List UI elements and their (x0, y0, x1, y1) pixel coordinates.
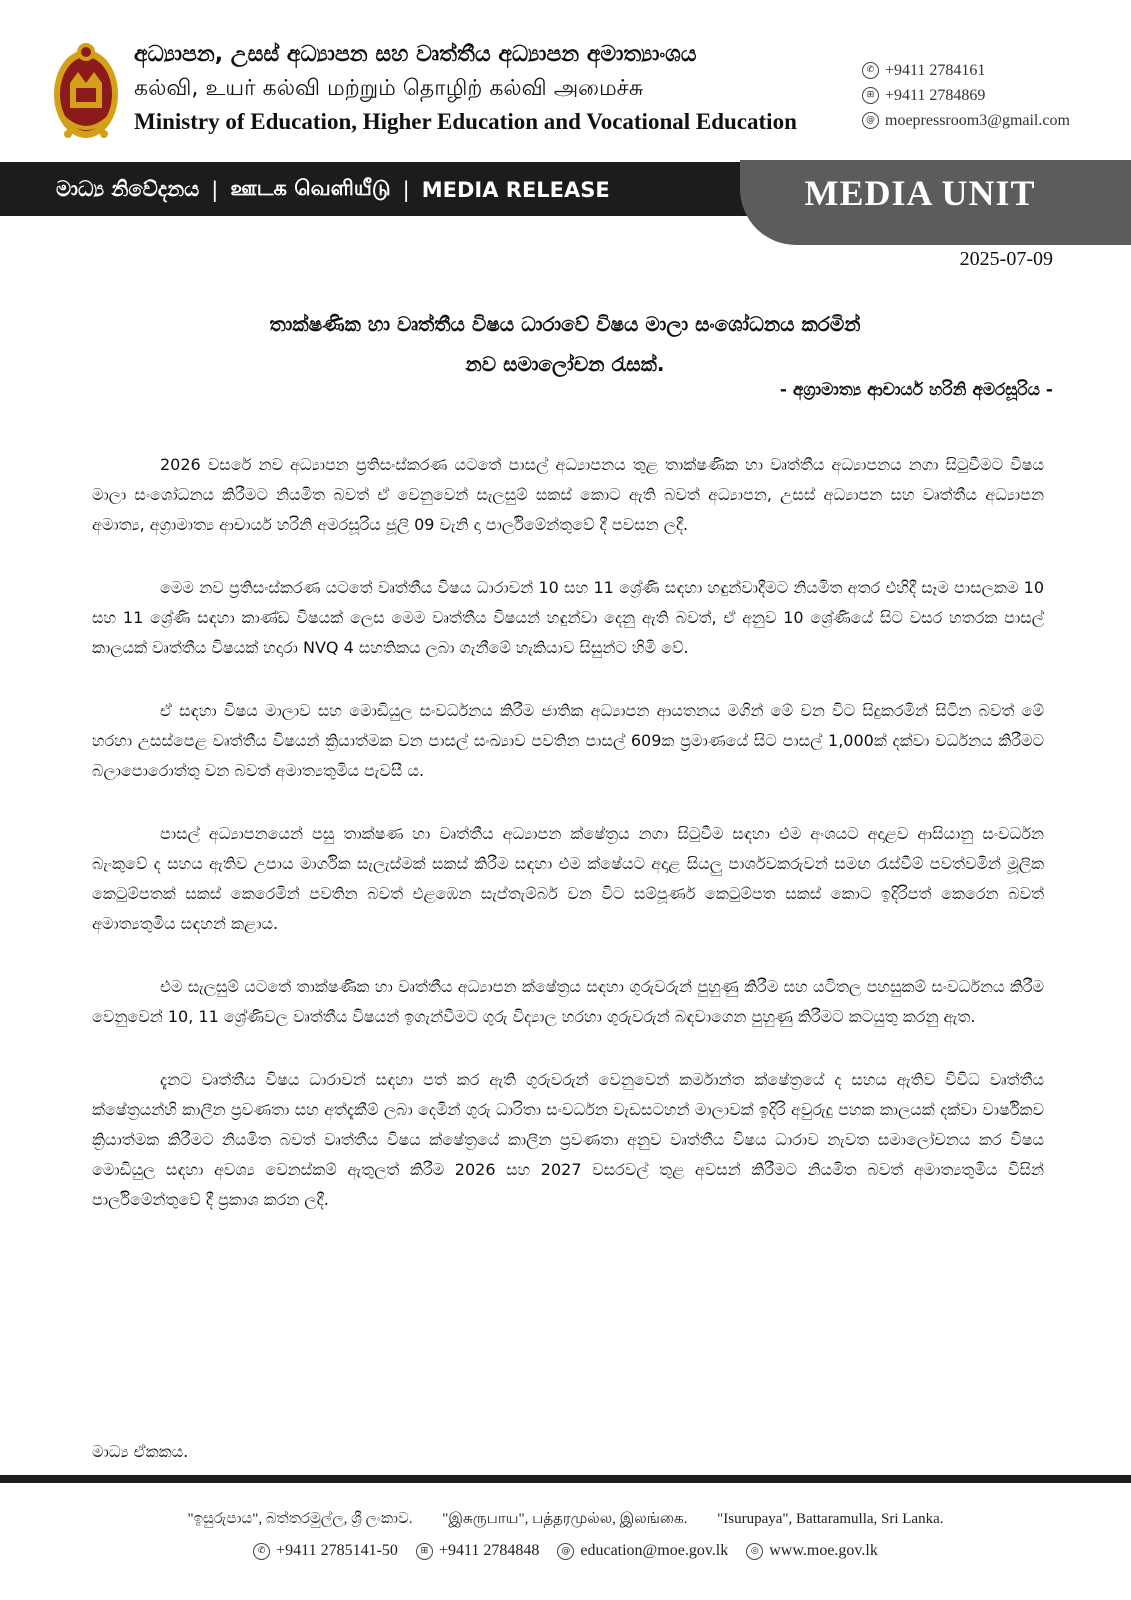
media-unit-label: MEDIA UNIT (804, 173, 1036, 213)
signoff: මාධ්‍ය ඒකකය. (92, 1442, 189, 1461)
release-title-line2: නව සමාලෝචන රැසක්. (465, 352, 665, 376)
footer-website[interactable] (746, 1542, 878, 1560)
email-icon: @ (557, 1543, 574, 1560)
fax-icon: ⊞ (416, 1543, 433, 1560)
media-release-english: MEDIA RELEASE (421, 177, 610, 202)
header-email (862, 108, 1117, 133)
footer-address-tamil: "இசுருபாய", பத்தரமுல்ல, இலங்கை. (442, 1511, 688, 1527)
release-body (92, 450, 1044, 1248)
footer-fax (416, 1542, 539, 1560)
body-paragraph: එම සැලසුම් යටතේ තාක්ෂණික හා වෘත්තීය අධ්‍යාපන ක්ෂේත්‍රය සඳහා ගුරුවරුන් පුහුණු කිරීම සහ යටිතල පහසුකම් සංවර්ධනය කිරීම වෙනුවෙන් 10, 11 ශ්‍රේණිවල වෘත්තීය විෂයන් ඉගැන්වීමට ගුරු විද්‍යාල හරහා ගුරුවරුන් බඳවාගෙන පුහුණු කිරීමට කටයුතු කරනු ඇත. (92, 977, 1044, 1026)
globe-icon: ◎ (746, 1543, 763, 1560)
ministry-name (134, 38, 824, 138)
ministry-name-english: Ministry of Education, Higher Education and Vocational Education (134, 109, 797, 134)
header-fax-value: +9411 2784869 (885, 86, 986, 104)
email-icon: @ (862, 112, 879, 129)
fax-icon: ⊞ (862, 87, 879, 104)
footer-email-value[interactable]: education@moe.gov.lk (580, 1542, 729, 1559)
body-paragraph: මෙම නව ප්‍රතිසංස්කරණ යටතේ වෘත්තීය විෂය ධාරාවන් 10 සහ 11 ශ්‍රේණි සඳහා හඳුන්වාදීමට නියමිත අතර එහිදී සෑම පාසලකම 10 සහ 11 ශ්‍රේණි සඳහා කාණ්ඩ විෂයක් ලෙස මෙම වෘත්තීය විෂයන් හඳුන්වා දෙනු ඇති බවත්, ඒ අනුව 10 ශ්‍රේණියේ සිට වසර හතරක පාසල් කාලයක් වෘත්තීය විෂයක් හදාරා NVQ 4 සහතිකය ලබා ගැනීමේ හැකියාව සිසුන්ට හිමි වේ. (92, 578, 1044, 657)
emblem-icon (50, 38, 122, 146)
release-title (120, 304, 1010, 384)
header-email-value: moepressroom3@gmail.com (885, 111, 1070, 129)
header-phone-value: +9411 2784161 (885, 61, 986, 79)
footer-contact (0, 1542, 1131, 1560)
body-paragraph: දැනට වෘත්තීය විෂය ධාරාවන් සඳහා පත් කර ඇති ගුරුවරුන් වෙනුවෙන් කර්මාන්ත ක්ෂේත්‍රයේ ද සහය ඇතිව විවිධ වෘත්තීය ක්ෂේත්‍රයන්හි කාලීන ප්‍රවණතා සහ අත්දැකීම් ලබා දෙමින් ගුරු ධාරිතා සංවර්ධන වැඩසටහන් මාලාවක් ඉදිරි අවුරුදු පහක කාලයක් දක්වා වාර්ෂිකව ක්‍රියාත්මක කිරීමට නියමිත බවත් වෘත්තීය විෂය ක්ෂේත්‍රයේ කාලීන ප්‍රවණතා අනුව වෘත්තීය විෂය ධාරාව නැවත සමාලෝචනය කර විෂය මොඩියුල සඳහා අවශ්‍ය වෙනස්කම් ඇතුලත් කිරීම 2026 සහ 2027 වසරවල් තුළ අවසන් කිරීමට නියමිත බවත් අමාත්‍යතුමිය විසින් පාර්ලිමේන්තුවේ දී ප්‍රකාශ කරන ලදී. (92, 1070, 1044, 1209)
footer-email[interactable] (557, 1542, 728, 1560)
ministry-name-tamil: கல்வி, உயர் கல்வி மற்றும் தொழிற் கல்வி அமைச்சு (134, 76, 644, 101)
body-paragraph: ඒ සඳහා විෂය මාලාව සහ මොඩියුල සංවර්ධනය කිරීම ජාතික අධ්‍යාපන ආයතනය මගින් මේ වන විට සිදුකරමින් සිටින බවත් මේ හරහා උසස්පෙළ වෘත්තීය විෂයන් ක්‍රියාත්මක වන පාසල් සංඛ්‍යාව පවතින පාසල් 609ක ප්‍රමාණයේ සිට පාසල් 1,000ක් දක්වා වර්ධනය කිරීමට බලාපොරොත්තු වන බවත් අමාත්‍යතුමිය පැවසී ය. (92, 701, 1044, 780)
footer-address (0, 1510, 1131, 1529)
release-byline: - අග්‍රාමාත්‍ය ආචාර්ය හරිනි අමරසූරිය - (779, 380, 1053, 400)
band-separator: | (211, 177, 219, 202)
header-contact (862, 58, 1117, 133)
phone-icon: ✆ (862, 62, 879, 79)
footer-address-sinhala: "ඉසුරුපාය", බත්තරමුල්ල, ශ්‍රී ලංකාව. (187, 1511, 413, 1527)
footer-fax-value: +9411 2784848 (438, 1542, 540, 1559)
media-release-tamil: ஊடக வெளியீடு (230, 176, 391, 200)
media-release-sinhala: මාධ්‍ය නිවේදනය (56, 177, 200, 201)
body-paragraph: 2026 වසරේ නව අධ්‍යාපන ප්‍රතිසංස්කරණ යටතේ පාසල් අධ්‍යාපනය තුළ තාක්ෂණික හා වෘත්තීය අධ්‍යාපනය නගා සිටුවීමට විෂය මාලා සංශෝධනය කිරීමට නියමිත බවත් ඒ වෙනුවෙන් සැලසුම් සකස් කොට ඇති බවත් අධ්‍යාපන, උසස් අධ්‍යාපන සහ වෘත්තීය අධ්‍යාපන අමාත්‍ය, අග්‍රාමාත්‍ය ආචාර්ය හරිනි අමරසූරිය ජූලි 09 වැනි දා පාර්ලිමේන්තුවේ දී පවසන ලදී. (92, 455, 1044, 534)
footer-phone (253, 1542, 398, 1560)
phone-icon: ✆ (253, 1543, 270, 1560)
release-title-line1: තාක්ෂණික හා වෘත්තීය විෂය ධාරාවේ විෂය මාලා සංශෝධනය කරමින් (269, 312, 861, 336)
letterhead (0, 0, 1131, 160)
ministry-name-sinhala: අධ්‍යාපන, උසස් අධ්‍යාපන සහ වෘත්තීය අධ්‍යාපන අමාත්‍යාංශය (134, 42, 697, 67)
media-release-label (56, 176, 610, 203)
footer-phone-value: +9411 2785141-50 (276, 1542, 398, 1559)
body-paragraph: පාසල් අධ්‍යාපනයෙන් පසු තාක්ෂණ හා වෘත්තීය අධ්‍යාපන ක්ෂේත්‍රය නගා සිටුවීම සඳහා එම අංශයට අදාළව ආසියානු සංවර්ධන බැංකුවේ ද සහය ඇතිව උපාය මාර්ගික සැලැස්මක් සකස් කිරීම සඳහා එම ක්ෂේයට අදාළ සියලු පාර්ශවකරුවන් සමඟ රැස්වීම් පවත්වමින් මූලික කෙටුම්පතක් සකස් කෙරෙමින් පවතින බවත් එළඹෙන සැප්තැම්බර් වන විට සම්පූර්ණ කෙටුම්පත සකස් කොට ඉදිරිපත් කෙරෙන බවත් අමාත්‍යතුමිය සඳහන් කළාය. (92, 824, 1044, 933)
header-phone (862, 58, 1117, 83)
header-fax (862, 83, 1117, 108)
footer-website-value[interactable]: www.moe.gov.lk (769, 1542, 878, 1559)
footer-divider (0, 1475, 1131, 1483)
band-separator: | (402, 177, 410, 202)
release-date: 2025-07-09 (959, 248, 1053, 270)
footer-address-english: "Isurupaya", Battaramulla, Sri Lanka. (717, 1511, 944, 1527)
